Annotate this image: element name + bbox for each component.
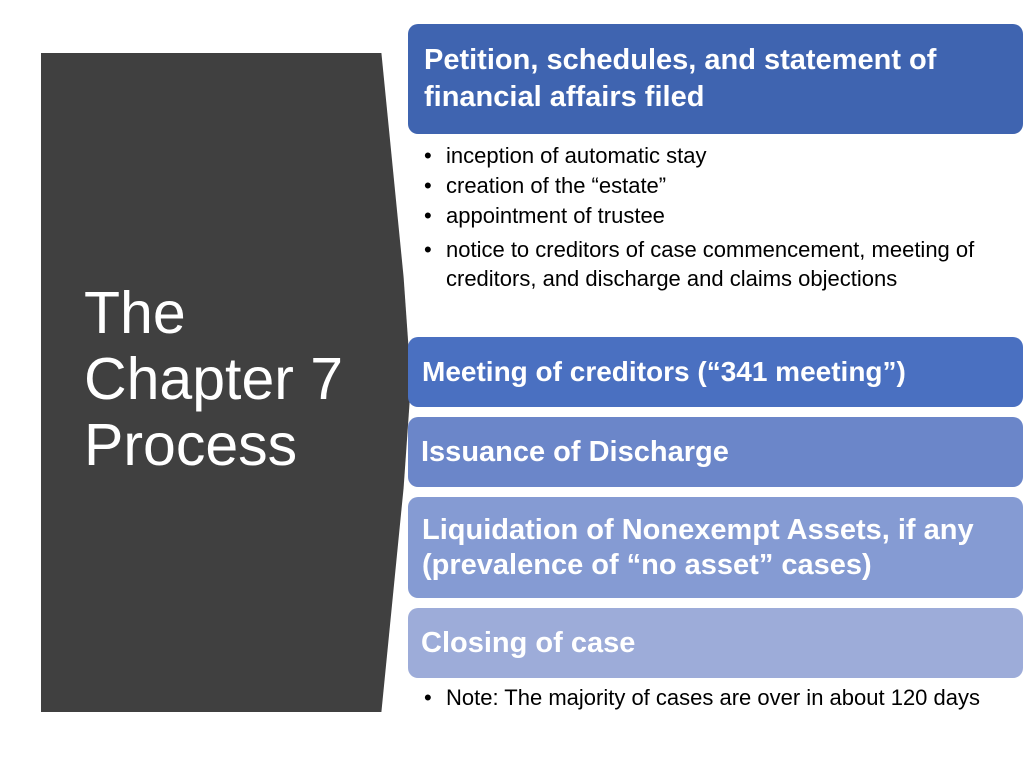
step-closing-of-case (408, 608, 1023, 678)
title-line-2: Chapter 7 (84, 346, 344, 412)
step-closing-bullets (424, 684, 984, 711)
step-issuance-of-discharge (408, 417, 1023, 487)
step-petition-bullets (424, 141, 1004, 293)
bullet-item: • notice to creditors of case commencement, meeting of creditors, and discharge and claims objections (424, 235, 1004, 293)
step-label: Closing of case (421, 626, 636, 659)
step-liquidation (408, 497, 1023, 598)
bullet-item: • appointment of trustee (424, 201, 1004, 231)
step-meeting-of-creditors (408, 337, 1023, 407)
step-label: Meeting of creditors (“341 meeting”) (422, 356, 906, 387)
slide-title (84, 280, 384, 478)
step-label: Liquidation of Nonexempt Assets, if any (prevalence of “no asset” cases) (422, 513, 974, 581)
step-label: Petition, schedules, and statement of financial affairs filed (424, 44, 937, 113)
step-label: Issuance of Discharge (421, 435, 729, 468)
title-line-1: The (84, 280, 186, 346)
bullet-item: • creation of the “estate” (424, 171, 1004, 201)
step-petition-filed (408, 24, 1023, 134)
bullet-item: • Note: The majority of cases are over in about 120 days (424, 684, 984, 711)
title-line-3: Process (84, 412, 298, 478)
bullet-item: • inception of automatic stay (424, 141, 1004, 171)
